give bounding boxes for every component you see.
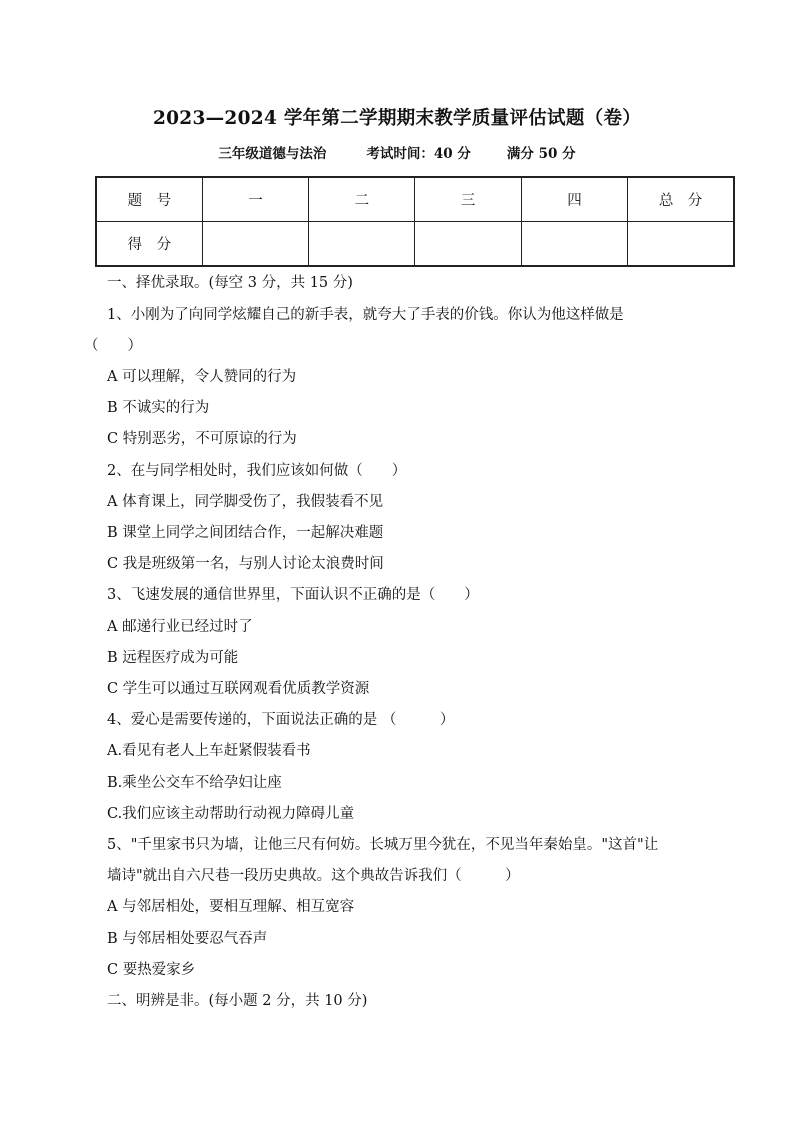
option: C 我是班级第一名，与别人讨论太浪费时间	[107, 556, 384, 572]
option: C 要热爱家乡	[107, 962, 196, 978]
option: C 学生可以通过互联网观看优质教学资源	[107, 681, 370, 697]
score-cell-empty	[521, 222, 627, 267]
score-cell-label: 题 号	[96, 177, 202, 222]
score-cell-empty	[202, 222, 308, 267]
full-score: 满分 50 分	[506, 146, 576, 162]
question-stem: 4、爱心是需要传递的，下面说法正确的是 （ ）	[107, 712, 455, 728]
score-cell-header: 二	[309, 177, 415, 222]
option: C 特别恶劣，不可原谅的行为	[107, 431, 297, 447]
score-cell-empty	[309, 222, 415, 267]
score-cell-empty	[415, 222, 521, 267]
score-table	[95, 176, 735, 267]
question-stem: 5、"千里家书只为墙，让他三尺有何妨。长城万里今犹在，不见当年秦始皇。"这首"让	[107, 837, 659, 853]
exam-time: 考试时间：40 分	[366, 146, 471, 162]
option: B 不诚实的行为	[107, 400, 210, 416]
section-heading: 一、择优录取。(每空 3 分，共 15 分)	[107, 275, 353, 291]
score-cell-total: 总 分	[628, 177, 734, 222]
option: A.看见有老人上车赶紧假装看书	[107, 743, 311, 759]
option: B 远程医疗成为可能	[107, 650, 239, 666]
exam-title: 2023—2024 学年第二学期期末教学质量评估试题（卷）	[152, 108, 642, 129]
option: B 与邻居相处要忍气吞声	[107, 931, 268, 947]
option: A 可以理解，令人赞同的行为	[107, 369, 297, 385]
question-stem: 3、飞速发展的通信世界里，下面认识不正确的是（ ）	[107, 587, 479, 603]
score-table-score-row	[96, 222, 734, 267]
option: A 体育课上，同学脚受伤了，我假装看不见	[107, 494, 384, 510]
question-stem-continued: 墙诗"就出自六尺巷一段历史典故。这个典故告诉我们（ ）	[107, 868, 520, 884]
question-stem: 2、在与同学相处时，我们应该如何做（ ）	[107, 463, 407, 479]
score-cell-label: 得 分	[96, 222, 202, 267]
answer-bracket: （ ）	[84, 338, 142, 354]
option: C.我们应该主动帮助行动视力障碍儿童	[107, 806, 355, 822]
exam-subtitle	[0, 142, 794, 162]
score-table-header-row	[96, 177, 734, 222]
option: A 邮递行业已经过时了	[107, 619, 253, 635]
score-cell-header: 三	[415, 177, 521, 222]
option: B.乘坐公交车不给孕妇让座	[107, 775, 282, 791]
subject-label: 三年级道德与法治	[218, 146, 327, 162]
score-cell-header: 一	[202, 177, 308, 222]
question-stem: 1、小刚为了向同学炫耀自己的新手表，就夸大了手表的价钱。你认为他这样做是	[107, 307, 624, 323]
option: B 课堂上同学之间团结合作，一起解决难题	[107, 525, 384, 541]
option: A 与邻居相处，要相互理解、相互宽容	[107, 899, 355, 915]
section-heading: 二、明辨是非。(每小题 2 分，共 10 分)	[107, 993, 368, 1009]
score-cell-empty	[628, 222, 734, 267]
score-cell-header: 四	[521, 177, 627, 222]
